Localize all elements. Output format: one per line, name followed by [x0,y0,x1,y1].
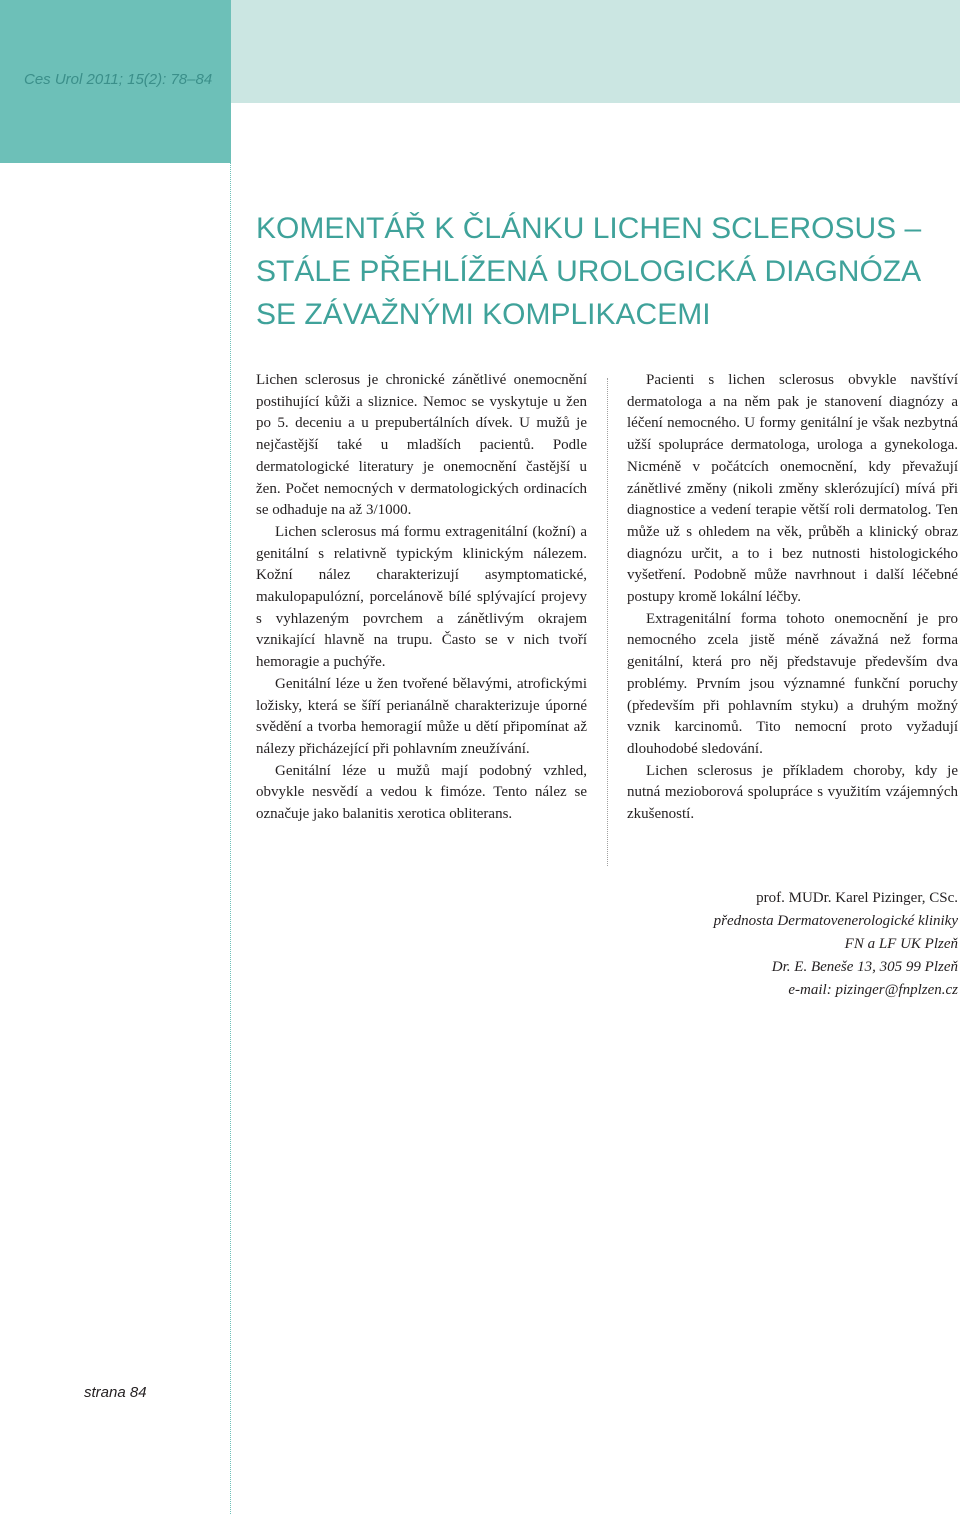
author-name: prof. MUDr. Karel Pizinger, CSc. [756,890,958,906]
article-title [256,207,946,336]
paragraph: Lichen sclerosus je chronické zánětlivé onemocnění postihující kůži a sliznice. Nemoc se vyskytuje u žen po 5. deceniu a u prepubertálních dívek. U mužů je nejčastější také u mladších pacientů. Podle dermatologické literatury je onemocnění častější u žen. Počet nemocných v dermatologických ordinacích se odhaduje na až 3/1000. [256,372,587,519]
author-institution: FN a LF UK Plzeň [844,936,958,952]
paragraph: Lichen sclerosus má formu extragenitální (kožní) a genitální s relativně typickým klinickým nálezem. Kožní nález charakterizují asymptomatické, makulopapulózní, porcelánově bílé splývající projevy s vyhlazeným povrchem a zánětlivým okrajem vznikající hlavně na trupu. Často se v nich tvoří hemoragie a puchýře. [256,523,587,671]
column-separator [607,378,608,866]
header-band-right [231,0,960,103]
author-signature [600,887,958,1002]
journal-reference: Ces Urol 2011; 15(2): 78–84 [24,71,213,88]
paragraph: Genitální léze u mužů mají podobný vzhled, obvykle nesvědí a vedou k fimóze. Tento nález se označuje jako balanitis xerotica obliterans. [256,762,587,823]
author-email: e-mail: pizinger@fnplzen.cz [788,982,958,998]
title-line: STÁLE PŘEHLÍŽENÁ UROLOGICKÁ DIAGNÓZA [256,255,922,288]
paragraph: Extragenitální forma tohoto onemocnění je pro nemocného zcela jistě méně závažná než forma genitální, která pro něj představuje především dva problémy. Prvním jsou významné funkční poruchy (především při pohlavním styku) a druhým možný vznik karcinomů. Tito nemocní proto vyžadují dlouhodobé sledování. [627,610,958,757]
paragraph: Lichen sclerosus je příkladem choroby, kdy je nutná mezioborová spolupráce s využitím vzájemných zkušeností. [627,762,958,823]
title-line: KOMENTÁŘ K ČLÁNKU LICHEN SCLEROSUS – [256,212,922,245]
paragraph: Pacienti s lichen sclerosus obvykle navštíví dermatologa a na něm pak je stanovení diagnózy a léčení nemocného. U formy genitální je však nezbytná užší spolupráce dermatologa, urologa a gynekologa. Nicméně v počátcích onemocnění, kdy převažují zánětlivé změny (nikoli změny sklerózující) mívá při diagnostice a vedení terapie větší roli dermatolog. Ten může už s ohledem na věk, průběh a klinický obraz diagnózu určit, a to i bez nutnosti histologického vyšetření. Podobně může navrhnout i další léčebné postupy kromě lokální léčby. [627,372,958,606]
title-line: SE ZÁVAŽNÝMI KOMPLIKACEMI [256,298,711,331]
author-position: přednosta Dermatovenerologické kliniky [713,913,958,929]
right-column [627,370,958,826]
left-column [256,370,587,826]
paragraph: Genitální léze u žen tvořené bělavými, atrofickými ložisky, která se šíří perianálně charakterizuje úporné svědění a tvorba hemoragií může u dětí připomínat až nálezy přicházející při pohlavním zneužívání. [256,675,587,757]
margin-dotted-rule [230,0,231,1514]
page-number: strana 84 [84,1384,147,1401]
author-address: Dr. E. Beneše 13, 305 99 Plzeň [771,959,958,975]
